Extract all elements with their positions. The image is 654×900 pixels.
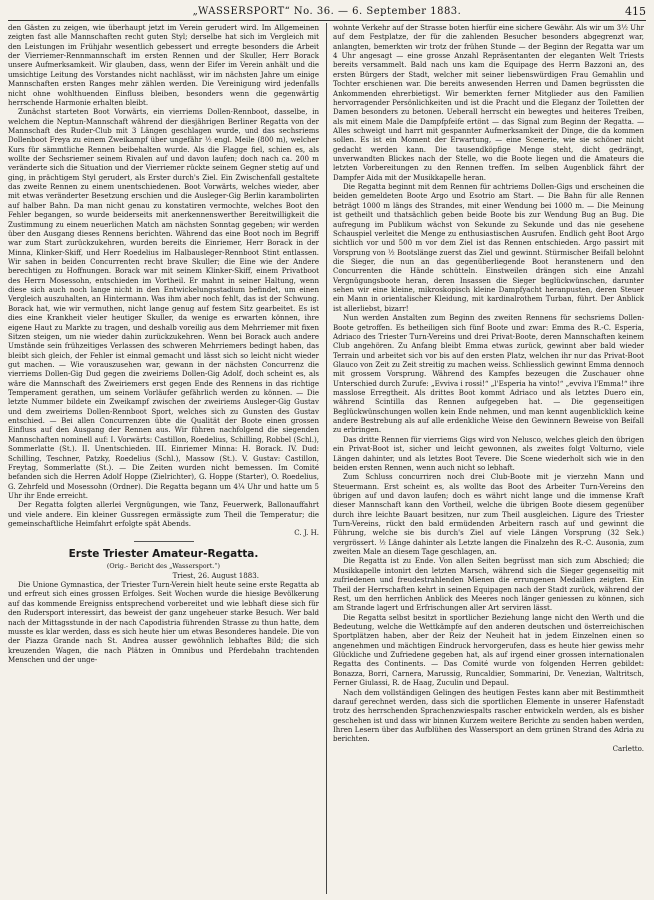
paragraph: Die Unione Gymnastica, der Triester Turn-Verein hielt heute seine erste Regatta ab und erfreut sich eines grossen Erfolges. Seit Wochen wurde die hiesige Bevölkerung auf das kommende Ereigniss entsprechend vorbereitet und wie lebhaft diese sich für den Rudersport interessirt, das beweist der ganz ungeheuer starke Besuch. Wer bald nach der Mittagsstunde in der nach Capodistria führenden Strasse zu thun hatte, dem musste es klar werden, dass es sich heute hier um etwas Besonderes handele. Die von der Piazza Grande nach St. Andrea ausser gewöhnlich lebhaftes Bild; die sich kreuzenden Wagen, die nach Plätzen in Omnibus und Pferdebahn trachtenden Menschen und der unge- bbox=[8, 580, 319, 664]
right-column bbox=[333, 23, 644, 894]
newspaper-page bbox=[8, 4, 646, 894]
running-head: „WASSERSPORT“ No. 36. — 6. September 1883. bbox=[192, 6, 462, 17]
page-number: 415 bbox=[625, 5, 646, 18]
paragraph: Das dritte Rennen für vierriems Gigs wird von Nelusco, welches gleich den übrigen ein Privat-Boot ist, sicher und leicht gewonnen, als zweites folgt Volturno, viele Längen dahinter, und als letztes Boot Tevere. Die Scene wiederholt sich wie in den beiden ersten Rennen, wenn auch nicht so lebhaft. bbox=[333, 434, 644, 472]
paragraph: Die Regatta selbst besitzt in sportlicher Beziehung lange nicht den Werth und die Bedeutung, welche die Wettkämpfe auf den anderen deutschen und österreichischen Sportplätzen haben, aber der Reiz der Neuheit hat in jedem Einzelnen einen so angenehmen und mächtigen Eindruck hervorgerufen, dass es heute hier gewiss mehr Glückliche und Zufriedene gegeben hat, als auf irgend einer grossen internationalen Regatta des Continents. — Das Comité wurde von folgenden Herren gebildet: Bonazza, Borri, Carnera, Marussig, Runcaldier, Sommarini, Dr. Venezian, Waltritsch, Ferner Giulassi, R. de Haag, Zuculin und Depaul. bbox=[333, 612, 644, 688]
paragraph: den Gästen zu zeigen, wie überhaupt jetzt im Verein gerudert wird. Im Allgemeinen zeigten fast alle Mannschaften recht guten Styl; derselbe hat sich im Vergleich mit den Leistungen im Frühjahr wesentlich gebessert und erregte besonders die Arbeit der Vierriemer-Rennmannschaft im ersten Rennen und der Skuller, Herr Borack unsere Aufmerksamkeit. Wir glauben, dass, wenn der Eifer im Verein anhält und die umsichtige Leitung des Vorstandes nicht nachlässt, wir im nächsten Jahre um einige Mannschaften ersten Ranges mehr zählen werden. Die Vereinigung wird jedenfalls nicht ohne wohlthuenden Einfluss bleiben, besonders wenn die gegenwärtig herrschende Harmonie erhalten bleibt. bbox=[8, 23, 319, 107]
paragraph: Zunächst starteten Boot Vorwärts, ein vierriems Dollen-Rennboot, dasselbe, in welchem die Neptun-Mannschaft während der diesjährigen Berliner Regatta von der Mannschaft des Ruder-Club mit 3 Längen geschlagen wurde, und das sechsriems Dollenboot Freya zu einem Zweikampf über ungefähr ½ engl. Meile (800 m), welcher Kurs für sämmtliche Rennen beibehalten wurde. Als die Flagge fiel, schien es, als wollte der Sechsriemer seinem Rivalen auf und davon laufen; doch nach ca. 200 m veränderte sich die Situation und der Vierriemer rückte seinem Gegner stetig auf und ging, in prächtigem Styl gerudert, als Erster durch's Ziel. Ein Zwischenfall gestaltete das zweite Rennen zu einem unentschiedenen. Boot Vorwärts, welches wieder, aber mit etwas veränderter Besetzung erschien und die Ausleger-Gig Berlin karambolirten auf halber Bahn. Da man nicht genau zu konstatiren vermochte, welches Boot den Fehler begangen, so wurde beiderseits mit anerkennenswerther Bereitwilligkeit die Zustimmung zu einem neuerlichen Match am nächsten Sonntag gegeben; wir werden über den Ausgang dieses Rennens berichten. Während das eine Boot noch im Begriff war zum Start zurückzukehren, wurden bereits die Einriemer, Herr Borack in der Minna, Klinker-Skiff, und Herr Roedelius im Halbausleger-Rennboot Stint entlassen. Wir sahen in beiden Concurrenten recht brave Skuller; die Eine wie der Andere berechtigen zu Hoffnungen. Borack war mit seinem Klinker-Skiff, einem Privatboot des Herrn Mosessohn, entschieden im Vortheil. Er mahnt in seiner Haltung, wenn diese sich auch noch lange nicht in den Entwickelungsstadium befindet, um einen Vergleich auszuhalten, an Hintermann. Was ihm aber noch fehlt, das ist der Schwung. Borack hat, wie wir vermuthen, nicht lange genug auf festem Sitz gearbeitet. Es ist dies eine Krankheit vieler heutiger Skuller, da wenige es erwarten können, ihre eigene Haut zu Markte zu tragen, und deshalb voreilig aus dem Mehrriemer mit fixen Sitzen steigen, um nie wieder dahin zurückzukehren. Wenn bei Borack auch andere Umstände sein frühzeitiges Verlassen des schweren Mehrriemers bedingt haben, das bleibt sich gleich, der Fehler ist einmal gemacht und lässt sich so leicht nicht wieder gut machen. — Wie vorauszusehen war, gewann in der nächsten Concurrenz die vierriems Dollen-Gig Dud gegen die zweiriems Dollen-Gig Adolf, doch scheint es, als wäre die Mannschaft des Zweiriemers erst gegen Ende des Rennens in das richtige Temperament gerathen, um seinem Vorläufer gefährlich werden zu können. — Die letzte Nummer bildete ein Zweikampf zwischen der zweiriems Ausleger-Gig Gustav und dem zweiriems Dollen-Rennboot Sport, welches sich zu Gunsten des Gustav entschied. — Bei allen Concurrenzen übte die Qualität der Boote einen grossen Einfluss auf den Ausgang der Rennen aus. Wir führen nachfolgend die siegenden Mannschaften nominell auf: I. Vorwärts: Castillon, Roedelius, Schilling, Robbel (Schl.), Sommerlatte (St.). II. Unentschieden. III. Einriemer Minna: H. Borack. IV. Dud: Schilling, Teschner, Patzky, Roedelius (Schl.), Massow (St.). V. Gustav: Castillon, Freytag, Sommerlatte (St.). — Die Zeiten wurden nicht bemessen. Im Comité befanden sich die Herren Adolf Hoppe (Zielrichter), G. Hoppe (Starter), O. Roedelius, G. Zehrfeld und Mosessohn (Ordner). Die Regatta begann um 4¼ Uhr und hatte um 5 Uhr ihr Ende erreicht. bbox=[8, 107, 319, 500]
paragraph: Die Regatta beginnt mit dem Rennen für achtriems Dollen-Gigs und erscheinen die beiden gemeldeten Boote Argo und Esotrio am Start. — Die Bahn für alle Rennen beträgt 1000 m längs des Strandes, mit einer Wendung bei 1000 m. — Die Meinung ist getheilt und thatsächlich geben beide Boote bis zur Wendung Bug an Bug. Die aufregung im Publikum wächst von Sekunde zu Sekunde und das nie gesehene Schauspiel verleitet die Menge zu enthusiastischen Ausrufen. Endlich geht Boot Argo sichtlich vor und 500 m vor dem Ziel ist das Rennen entschieden. Argo passirt mit Vorsprung von ½ Bootslänge zuerst das Ziel und gewinnt. Stürmischer Beifall belohnt die Sieger, die nun an das gegenüberliegende Boot heranstenern und den Concurrenten die Hände schütteln. Einstweilen drängen sich eine Anzahl Vergnügungsboote heran, deren Insassen die Sieger beglückwünschen, darunter sehen wir eine kleine, mikroskopisch kleine Dampfyacht heranpusten, deren Steuer ein Mann in orientalischer Kleidung, mit kardinalrothem Turban, führt. Der Anblick ist allerliebst, bizarr! bbox=[333, 182, 644, 313]
paragraph: Nach dem vollständigen Gelingen des heutigen Festes kann aber mit Bestimmtheit darauf gerechnet werden, dass sich die sportlichen Elemente in unserer Hafenstadt trotz des herrschenden Sprachenzwiespalts rascher entwickeln werden, als es bisher geschehen ist und dass wir binnen Kurzem weitere Berichte zu senden haben werden, Ihren Lesern über das Aufblühen des Wassersport an dem grünen Strand des Adria zu berichten. bbox=[333, 687, 644, 744]
signature: C. J. H. bbox=[294, 528, 319, 538]
section-divider bbox=[134, 541, 194, 542]
left-column bbox=[8, 23, 319, 894]
paragraph: Der Regatta folgten allerlei Vergnügungen, wie Tanz, Feuerwerk, Ballonauffahrt und viele andere. Ein kleiner Gussregen ermässigte zum Theil die Temperatur; die gemeinschaftliche Heimfahrt erfolgte spät Abends. bbox=[8, 500, 319, 529]
article-subtitle: (Orig.- Bericht des „Wassersport.“) bbox=[106, 561, 221, 570]
signature: Carletto. bbox=[612, 743, 644, 753]
paragraph: wohnte Verkehr auf der Strasse boten hierfür eine sichere Gewähr. Als wir um 3½ Uhr auf dem Festplatze, der für die zahlenden Besucher besonders abgegrenzt war, anlangten, bemerkten wir trotz der frühen Stunde — der Beginn der Regatta war um 4 Uhr angesagt — eine grosse Anzahl Repräsentanten der eleganten Welt Triests bereits versammelt. Bald nach uns kam die Equipage des Herrn Bazzoni an, des ersten Bürgers der Stadt, welcher mit seiner liebenswürdigen Frau Gemahlin und Tochter erschienen war. Die bereits anwesenden Herren und Damen begrüssten die Ankommenden ehrerbietigst. Wir bemerkten ferner Mitglieder aus den Familien hervorragender Persönlichkeiten und ist die Pracht und die Eleganz der Toiletten der Damen besonders zu betonen. Ueberall herrscht ein bewegtes und heiteres Treiben, als mit einem Male die Dampfpfeife ertönt — das Signal zum Beginn der Regatta. — Alles schweigt und harrt mit gespannter Aufmerksamkeit der Dinge, die da kommen sollen. Es ist ein Moment der Erwartung, — eine Scenerie, wie sie schöner nicht gedacht werden kann. Die tausendköpfige Menge steht, dicht gedrängt, unverwandten Blickes nach der Stelle, wo die Boote liegen und die Amateurs die letzten Vorbereitungen zu den Rennen treffen. Im selben Augenblick fährt der Dampfer Aida mit der Musikkapelle heran. bbox=[333, 23, 644, 182]
column-divider bbox=[326, 23, 327, 894]
dateline: Triest, 26. August 1883. bbox=[172, 570, 259, 580]
paragraph: Nun werden Anstalten zum Beginn des zweiten Rennens für sechsriems Dollen-Boote getroffen. Es betheiligen sich fünf Boote und zwar: Emma des R.-C. Esperia, Adriaco des Triester Turn-Vereins und drei Privat-Boote, deren Mannschaften keinem Club angehören. Zu Anfang bleibt Emma etwas zurück, gewinnt aber bald wieder Terrain und arbeitet sich vor bis auf den ersten Platz, welchen ihr nur das Privat-Boot Glauco von Zeit zu Zeit streitig zu machen weiss. Schliesslich gewinnt Emma dennoch mit grossem Vorsprung. Während des Kampfes bezeugen die Zuschauer ohne Unterschied durch Zurufe: „Evviva i rossi!“ „l'Esperia ha vinto!“ „evviva l'Emma!“ ihre masslose Erregtheit. Als drittes Boot kommt Adriaco und als letztes Duero ein, während Scintilla das Rennen aufgegeben hat. — Die gegenseitigen Beglückwünschungen wollen kein Ende nehmen, und man kennt augenblicklich keine andere Bestrebung als auf alle erdenkliche Weise den Gewinnern Beweise von Beifall zu erbringen. bbox=[333, 313, 644, 435]
page-header bbox=[8, 4, 646, 21]
paragraph: Die Regatta ist zu Ende. Von allen Seiten begrüsst man sich zum Abschied; die Musikkapelle intonirt den letzten Marsch, während sich die Sieger gegenseitig mit zufriedenen und freudestrahlenden Mienen die errungenen Medaillen zeigten. Ein Theil der Herrschaften kehrt in seinen Equipagen nach der Stadt zurück, während der Rest, um den herrlichen Anblick des Meeres noch länger geniessen zu können, sich am Strande lagert und Erfrischungen aller Art serviren lässt. bbox=[333, 556, 644, 613]
article-title: Erste Triester Amateur-Regatta. bbox=[68, 547, 259, 560]
columns bbox=[8, 23, 646, 894]
paragraph: Zum Schluss concurriren noch drei Club-Boote mit je vierzehn Mann und Steuermann. Erst scheint es, als wollte das Boot des Arbeiter Turn-Vereins den übrigen auf und davon laufen; doch es währt nicht lange und die immense Kraft dieser Mannschaft kann den Vortheil, welche die übrigen Boote diesem gegenüber durch ihre leichte Bauart besitzen, nur zum Theil ausgleichen. Ligure des Triester Turn-Vereins, rückt den bald ermüdenden Arbeitern rasch auf und gewinnt die Führung, welche sie bis durch's Ziel auf viele Längen Vorsprung (32 Sek.) vergrössert. ½ Länge dahinter als Letzte langen die Finalzehn des R.-C. Ausonia, zum zweiten Male an diesem Tage geschlagen, an. bbox=[333, 472, 644, 557]
